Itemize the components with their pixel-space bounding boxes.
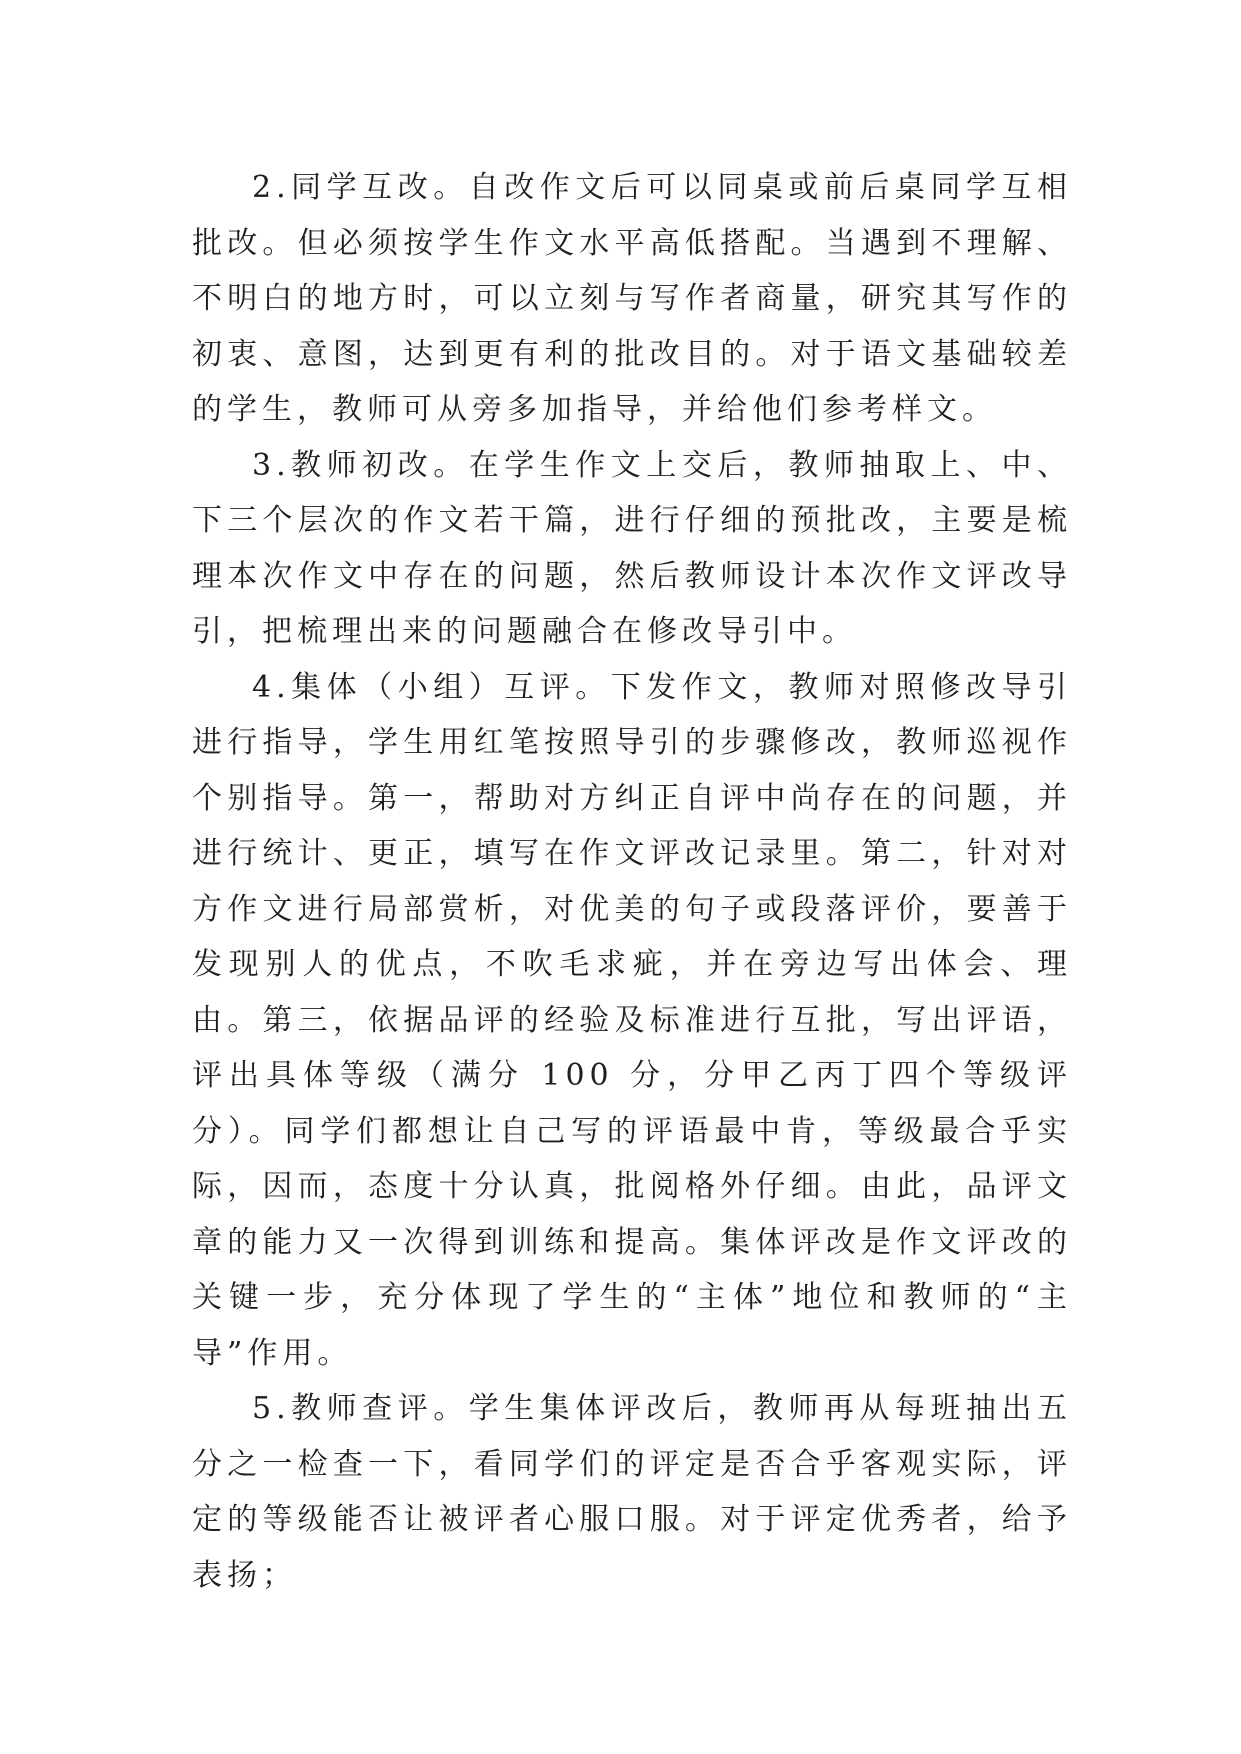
paragraph-teacher-check: 5.教师查评。学生集体评改后，教师再从每班抽出五分之一检查一下，看同学们的评定是否合乎客观实际，评定的等级能否让被评者心服口服。对于评定优秀者，给予表扬； bbox=[192, 1391, 1072, 1593]
paragraph-group-review: 4.集体（小组）互评。下发作文，教师对照修改导引进行指导，学生用红笔按照导引的步骤修改，教师巡视作个别指导。第一，帮助对方纠正自评中尚存在的问题，并进行统计、更正，填写在作文评改记录里。第二，针对对方作文进行局部赏析，对优美的句子或段落评价，要善于发现别人的优点，不吹毛求疵，并在旁边写出体会、理由。第三，依据品评的经验及标准进行互批，写出评语，评出具体等级（满分 100 分，分甲乙丙丁四个等级评分）。同学们都想让自己写的评语最中肯，等级最合乎实际，因而，态度十分认真，批阅格外仔细。由此，品评文章的能力又一次得到训练和提高。集体评改是作文评改的关键一步，充分体现了学生的“主体”地位和教师的“主导”作用。 bbox=[192, 669, 1072, 1371]
paragraph-peer-review: 2.同学互改。自改作文后可以同桌或前后桌同学互相批改。但必须按学生作文水平高低搭配。当遇到不理解、不明白的地方时，可以立刻与写作者商量，研究其写作的初衷、意图，达到更有利的批改目的。对于语文基础较差的学生，教师可从旁多加指导，并给他们参考样文。 bbox=[192, 170, 1072, 427]
document-body bbox=[192, 160, 1072, 1603]
paragraph-teacher-initial-review: 3.教师初改。在学生作文上交后，教师抽取上、中、下三个层次的作文若干篇，进行仔细的预批改，主要是梳理本次作文中存在的问题，然后教师设计本次作文评改导引，把梳理出来的问题融合在修改导引中。 bbox=[192, 447, 1072, 649]
